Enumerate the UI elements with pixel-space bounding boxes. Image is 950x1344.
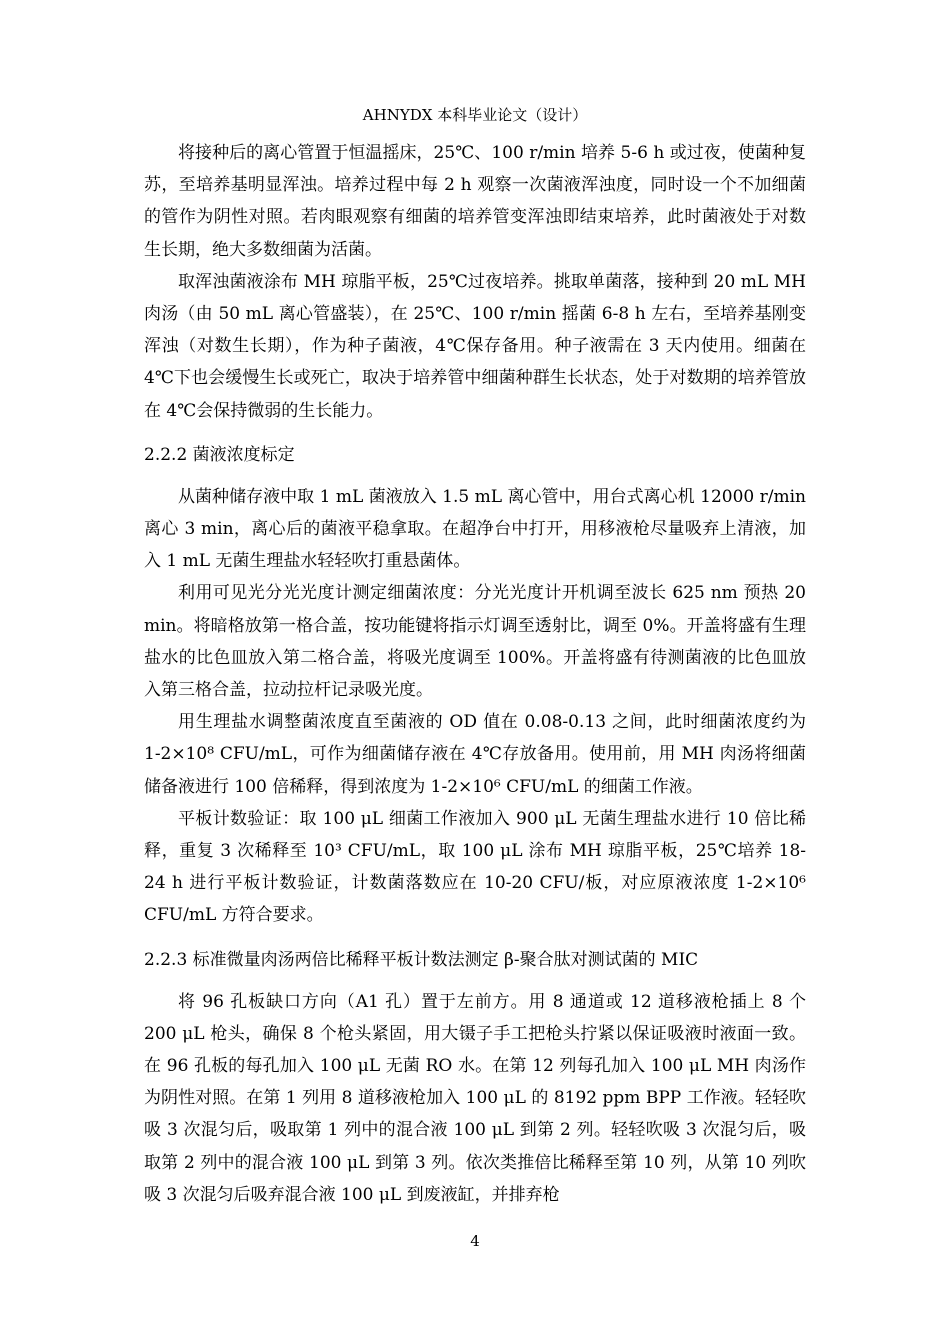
paragraph: 平板计数验证：取 100 μL 细菌工作液加入 900 μL 无菌生理盐水进行 10 倍比稀释，重复 3 次稀释至 10³ CFU/mL，取 100 μL 涂布 MH 琼脂平板，25℃培养 18-24 h 进行平板计数验证，计数菌落数应在 10-20 CFU/板，对应原液浓度 1-2×10⁶ CFU/mL 方符合要求。	[144, 808, 806, 926]
body-text	[144, 137, 806, 1211]
page-number: 4	[470, 1232, 480, 1250]
paragraph: 从菌种储存液中取 1 mL 菌液放入 1.5 mL 离心管中，用台式离心机 12000 r/min 离心 3 min，离心后的菌液平稳拿取。在超净台中打开，用移液枪尽量吸弃上清液，加入 1 mL 无菌生理盐水轻轻吹打重悬菌体。	[144, 486, 806, 572]
paragraph: 取浑浊菌液涂布 MH 琼脂平板，25℃过夜培养。挑取单菌落，接种到 20 mL MH 肉汤（由 50 mL 离心管盛装），在 25℃、100 r/min 摇菌 6-8 h 左右，至培养基刚变浑浊（对数生长期），作为种子菌液，4℃保存备用。种子液需在 3 天内使用。细菌在 4℃下也会缓慢生长或死亡，取决于培养管中细菌种群生长状态，处于对数期的培养管放在 4℃会保持微弱的生长能力。	[144, 271, 806, 421]
paragraph: 将接种后的离心管置于恒温摇床，25℃、100 r/min 培养 5-6 h 或过夜，使菌种复苏，至培养基明显浑浊。培养过程中每 2 h 观察一次菌液浑浊度，同时设一个不加细菌的管作为阴性对照。若肉眼观察有细菌的培养管变浑浊即结束培养，此时菌液处于对数生长期，绝大多数细菌为活菌。	[144, 143, 806, 260]
paragraph: 将 96 孔板缺口方向（A1 孔）置于左前方。用 8 通道或 12 道移液枪插上 8 个 200 μL 枪头，确保 8 个枪头紧固，用大镊子手工把枪头拧紧以保证吸液时液面一致。在 96 孔板的每孔加入 100 μL 无菌 RO 水。在第 12 列每孔加入 100 μL MH 肉汤作为阴性对照。在第 1 列用 8 道移液枪加入 100 μL 的 8192 ppm BPP 工作液。轻轻吹吸 3 次混匀后，吸取第 1 列中的混合液 100 μL 到第 2 列。轻轻吹吸 3 次混匀后，吸取第 2 列中的混合液 100 μL 到第 3 列。依次类推倍比稀释至第 10 列，从第 10 列吹吸 3 次混匀后吸弃混合液 100 μL 到废液缸，并排弃枪	[144, 991, 806, 1205]
section-heading: 2.2.2 菌液浓度标定	[144, 444, 295, 465]
paragraph: 用生理盐水调整菌浓度直至菌液的 OD 值在 0.08-0.13 之间，此时细菌浓度约为 1-2×10⁸ CFU/mL，可作为细菌储存液在 4℃存放备用。使用前，用 MH 肉汤将细菌储备液进行 100 倍稀释，得到浓度为 1-2×10⁶ CFU/mL 的细菌工作液。	[144, 712, 806, 797]
paragraph: 利用可见光分光光度计测定细菌浓度：分光光度计开机调至波长 625 nm 预热 20 min。将暗格放第一格合盖，按功能键将指示灯调至透射比，调至 0%。开盖将盛有生理盐水的比色皿放入第二格合盖，将吸光度调至 100%。开盖将盛有待测菌液的比色皿放入第三格合盖，拉动拉杆记录吸光度。	[144, 583, 806, 701]
section-heading: 2.2.3 标准微量肉汤两倍比稀释平板计数法测定 β-聚合肽对测试菌的 MIC	[144, 949, 699, 970]
running-header: AHNYDX 本科毕业论文（设计）	[362, 106, 588, 124]
